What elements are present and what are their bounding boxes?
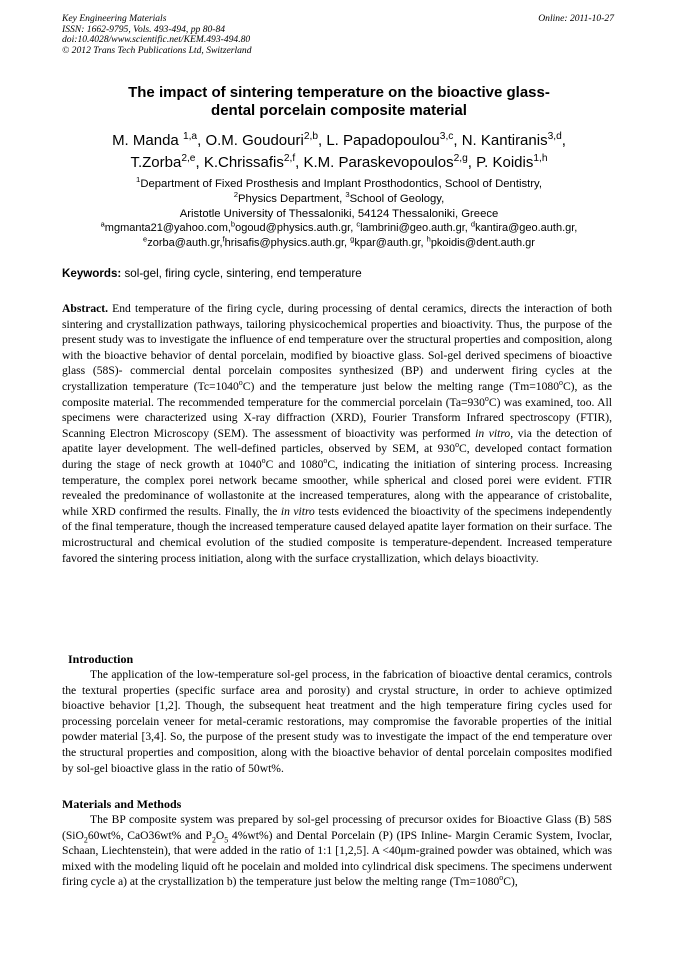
author-name: , K.Chrissafis — [195, 154, 284, 171]
abstract-text: C), as the composite material. The recommended temperature for the commercial porcelain (Ta=930 — [62, 379, 612, 409]
degree-mark: o — [261, 456, 266, 466]
author-name: , K.M. Paraskevopoulos — [295, 154, 454, 171]
methods-text-run: C), — [503, 875, 518, 889]
email-mark: g — [350, 234, 355, 244]
affil-mark: 1 — [136, 175, 141, 185]
email-mark: d — [470, 219, 476, 229]
degree-mark: o — [499, 873, 504, 883]
email-line-2 — [58, 236, 620, 251]
email-mark: e — [143, 234, 148, 244]
online-date: Online: 2011-10-27 — [538, 13, 614, 24]
degree-mark: o — [323, 456, 328, 466]
methods-heading: Materials and Methods — [62, 797, 182, 811]
author-name: , P. Koidis — [467, 154, 534, 171]
degree-mark: o — [455, 440, 460, 450]
affil-mark: 2 — [233, 190, 238, 200]
email-mark: b — [230, 219, 236, 229]
author-list — [62, 130, 616, 174]
author-line-2 — [62, 152, 616, 174]
methods-text-run: 4%wt%) and Dental Porcelain (P) (IPS Inline- Margin Ceramic System, Ivoclar, Schaan, Liechtenstein), that were added in the ratio of 1:1 [1,2,5]. A <40μm-grained powder was obtained, which was mixed with the modeling liquid oft he pocelain and molded into cylindrical disk specimens. The specimens underwent firing cycle a) at the crystallization b) the temperature just below the melting range (Tm=1080 — [62, 828, 612, 889]
abstract-text: via the detection of apatite layer development. The well-defined particles, observed by SEM, at 930 — [62, 426, 612, 456]
keywords-text: sol-gel, firing cycle, sintering, end temperature — [121, 267, 362, 280]
abstract — [62, 301, 612, 566]
journal-name: Key Engineering Materials — [62, 13, 167, 24]
email-link[interactable]: mgmanta21@yahoo.com, — [104, 222, 231, 235]
author-affil-mark: 3,c — [439, 131, 454, 142]
email-mark: f — [222, 234, 225, 244]
introduction-heading: Introduction — [68, 652, 134, 666]
affiliation-2-3 — [58, 192, 620, 207]
abstract-label: Abstract. — [62, 302, 109, 315]
author-affil-mark: 2,e — [181, 153, 196, 164]
abstract-text: End temperature of the firing cycle, during processing of dental ceramics, directs the interaction of both sintering and crystallization pathways, tailoring physicochemical properties and bioactivity. Thus, the purpose of the present study was to investigate the influence of end temperature over the structural properties and composition, along with the bioactive behavior of dental porcelain, modified by bioactive glass. Sol-gel derived specimens of bioactive glass (58S)- commercial dental porcelain composites synthesized (BP) and underwent firing cycles at the crystallization temperature (Tc=1040 — [62, 302, 612, 393]
email-mark: h — [426, 234, 431, 244]
abstract-text: tests evidenced the bioactivity of the specimens independently of the final temperature, though the increased temperature caused delayed apatite layer formation on their surface. The microstructural and chemical evolution of the studied composite is temperature-dependent. Increased temperature favored the sintering process initiation, along with the surface crystallization, which delays bioactivity. — [62, 504, 612, 565]
paper-title — [62, 84, 616, 120]
affil-text: Department of Fixed Prosthesis and Implant Prosthodontics, School of Dentistry, — [140, 178, 542, 190]
methods-text — [62, 812, 612, 890]
author-name: , N. Kantiranis — [453, 132, 548, 149]
doi-line: doi:10.4028/www.scientific.net/KEM.493-494.80 — [62, 34, 251, 46]
degree-mark: o — [559, 378, 563, 388]
university-line: Aristotle University of Thessaloniki, 54124 Thessaloniki, Greece — [179, 207, 499, 220]
author-affil-mark: 3,d — [547, 131, 562, 142]
email-mark: a — [100, 219, 105, 229]
keywords — [62, 267, 362, 280]
author-name: M. Manda — [112, 132, 183, 149]
author-affil-mark: 2,b — [303, 131, 318, 142]
author-line-1 — [62, 130, 616, 152]
author-separator: , — [561, 132, 566, 149]
copyright-line: © 2012 Trans Tech Publications Ltd, Switzerland — [62, 45, 252, 57]
email-link[interactable]: lambrini@geo.auth.gr, — [360, 222, 471, 235]
email-link[interactable]: zorba@auth.gr, — [147, 237, 223, 250]
subscript: 2 — [83, 834, 88, 844]
affiliations — [58, 177, 620, 251]
methods-text-run: O — [215, 828, 225, 842]
author-name: T.Zorba — [130, 154, 182, 171]
author-affil-mark: 2,f — [283, 153, 296, 164]
issn-line: ISSN: 1662-9795, Vols. 493-494, pp 80-84 — [62, 23, 226, 35]
email-mark: c — [356, 219, 361, 229]
title-line-1: The impact of sintering temperature on the bioactive glass- — [128, 84, 550, 101]
affiliation-1 — [58, 177, 620, 192]
abstract-italic: in vitro — [280, 504, 315, 518]
title-line-2: dental porcelain composite material — [211, 102, 467, 119]
abstract-text: C, indicating the initiation of sintering process. Increasing temperature, the complex porei network became smoother, while spherical and closed porei were evident. FTIR revealed the predominance of wollastonite at the increased temperatures, along with the appearance of cristobalite, while XRD confirmed the results. Finally, the — [62, 457, 612, 518]
subscript: 2 — [211, 834, 216, 844]
keywords-label: Keywords: — [62, 267, 122, 280]
email-link[interactable]: hrisafis@physics.auth.gr, — [224, 237, 351, 250]
introduction-text: The application of the low-temperature sol-gel process, in the fabrication of bioactive dental ceramics, controls the textural properties (specific surface area and porosity) and crystal structure, in order to achieve optimized bioactive behavior [1,2]. Though, the subsequent heat treatment and the high temperature firing cycles used for processing porcelain veneer for metal-ceramic restorations, may compromise the favorable properties of the initial powder material [3,4]. So, the purpose of the present study was to investigate the impact of the end temperature over the structural properties and composition, along with the bioactive behavior of dental porcelain composites modified by sol-gel bioactive glass in the ratio of 50wt%. — [62, 668, 612, 775]
abstract-italic: in vitro, — [475, 426, 514, 440]
methods-text-run: 60wt%, CaO36wt% and P — [87, 828, 212, 842]
email-link[interactable]: kantira@geo.auth.gr, — [475, 222, 578, 235]
email-link[interactable]: ogoud@physics.auth.gr, — [235, 222, 357, 235]
email-link[interactable]: pkoidis@dent.auth.gr — [430, 237, 535, 250]
author-name: , O.M. Goudouri — [197, 132, 304, 149]
abstract-text: C and 1080 — [265, 457, 324, 471]
affil-mark: 3 — [345, 190, 350, 200]
abstract-text: C) and the temperature just below the melting range (Tm=1080 — [242, 379, 559, 393]
journal-header — [62, 14, 252, 57]
author-affil-mark: 1,a — [182, 131, 198, 142]
abstract-text: C, developed contact formation during the stage of neck growth at 1040 — [62, 442, 612, 471]
degree-mark: o — [238, 378, 243, 388]
affil-text: Physics Department, — [238, 192, 346, 205]
subscript: 5 — [224, 834, 229, 844]
methods-text-run: The BP composite system was prepared by sol-gel processing of precursor oxides for Bioactive Glass (B) 58S (SiO — [62, 813, 612, 842]
email-link[interactable]: kpar@auth.gr, — [354, 237, 427, 250]
author-affil-mark: 1,h — [533, 153, 548, 164]
abstract-text: C) was examined, too. All specimens were characterized using X-ray diffraction (XRD), Fourier Transform Infrared spectroscopy (FTIR), Scanning Electron Microscopy (SEM). The assessment of bioactivity was performed — [62, 395, 613, 440]
author-affil-mark: 2,g — [453, 153, 468, 164]
degree-mark: o — [484, 393, 489, 403]
author-name: , L. Papadopoulou — [318, 132, 440, 149]
affil-text: School of Geology, — [349, 192, 445, 205]
